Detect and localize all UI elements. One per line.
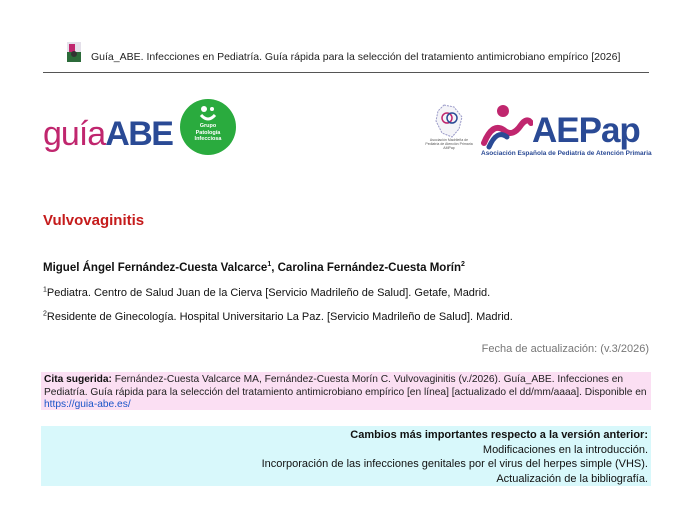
affiliation-1 <box>43 287 490 299</box>
changes-heading: Cambios más importantes respecto a la versión anterior: <box>350 429 648 441</box>
affiliation-1-text: Pediatra. Centro de Salud Juan de la Cierva [Servicio Madrileño de Salud]. Getafe, Madrid. <box>46 287 491 299</box>
author-2: Carolina Fernández-Cuesta Morín <box>277 262 462 274</box>
author-2-sup: 2 <box>461 261 465 269</box>
aepap-logo-text: AEPap <box>532 111 640 150</box>
citation-label: Cita sugerida: <box>44 374 112 385</box>
virus-icon <box>198 103 218 123</box>
document-title: Vulvovaginitis <box>43 212 145 229</box>
affiliation-2-sup: 2 <box>43 310 47 318</box>
grupo-line3: Infecciosa <box>194 136 222 142</box>
madrid-map-icon <box>432 103 466 143</box>
suggested-citation-box <box>41 372 651 410</box>
affiliation-2 <box>43 311 513 323</box>
guia-abe-small-logo-icon <box>67 42 81 62</box>
change-item: Incorporación de las infecciones genitales por el virus del herpes simple (VHS). <box>261 458 648 471</box>
aepap-logo-subtitle: Asociación Española de Pediatría de Atención Primaria <box>481 150 652 157</box>
guia-logo-part2: ABE <box>105 115 173 153</box>
madrid-logo-caption: Asociación Madrileña de Pediatría de Atención Primaria AMPap <box>425 138 473 150</box>
change-item: Modificaciones en la introducción. <box>482 443 648 456</box>
authors-line <box>43 262 465 274</box>
citation-link[interactable]: https://guia-abe.es/ <box>44 399 131 410</box>
author-1-sup: 1 <box>267 261 272 269</box>
header-title: Guía_ABE. Infecciones en Pediatría. Guía rápida para la selección del tratamiento antimicrobiano empírico [2026] <box>91 51 621 63</box>
guia-abe-logo <box>43 117 172 151</box>
citation-text: Fernández-Cuesta Valcarce MA, Fernández-Cuesta Morín C. Vulvovaginitis (v./2026). Guía_ABE. Infecciones en Pediatría. Guía rápida para la selección del tratamiento antimicrobiano empírico [en línea] [actualizado el dd/mm/aaaa]. Disponible en <box>44 374 647 398</box>
grupo-line1: Grupo <box>199 123 217 129</box>
changes-box <box>41 426 651 486</box>
author-1: Miguel Ángel Fernández-Cuesta Valcarce <box>43 262 268 274</box>
change-item: Actualización de la bibliografía. <box>496 472 648 485</box>
aepap-figures-icon <box>481 103 533 153</box>
grupo-patologia-infecciosa-logo <box>180 99 236 155</box>
update-date: Fecha de actualización: (v.3/2026) <box>481 343 649 355</box>
affiliation-1-sup: 1 <box>43 286 47 294</box>
author-separator: , <box>271 262 278 274</box>
affiliation-2-text: Residente de Ginecología. Hospital Universitario La Paz. [Servicio Madrileño de Salud]. Madrid. <box>46 311 513 323</box>
header-divider <box>43 72 649 73</box>
guia-logo-part1: guía <box>43 115 106 153</box>
grupo-line2: Patología <box>195 129 221 136</box>
